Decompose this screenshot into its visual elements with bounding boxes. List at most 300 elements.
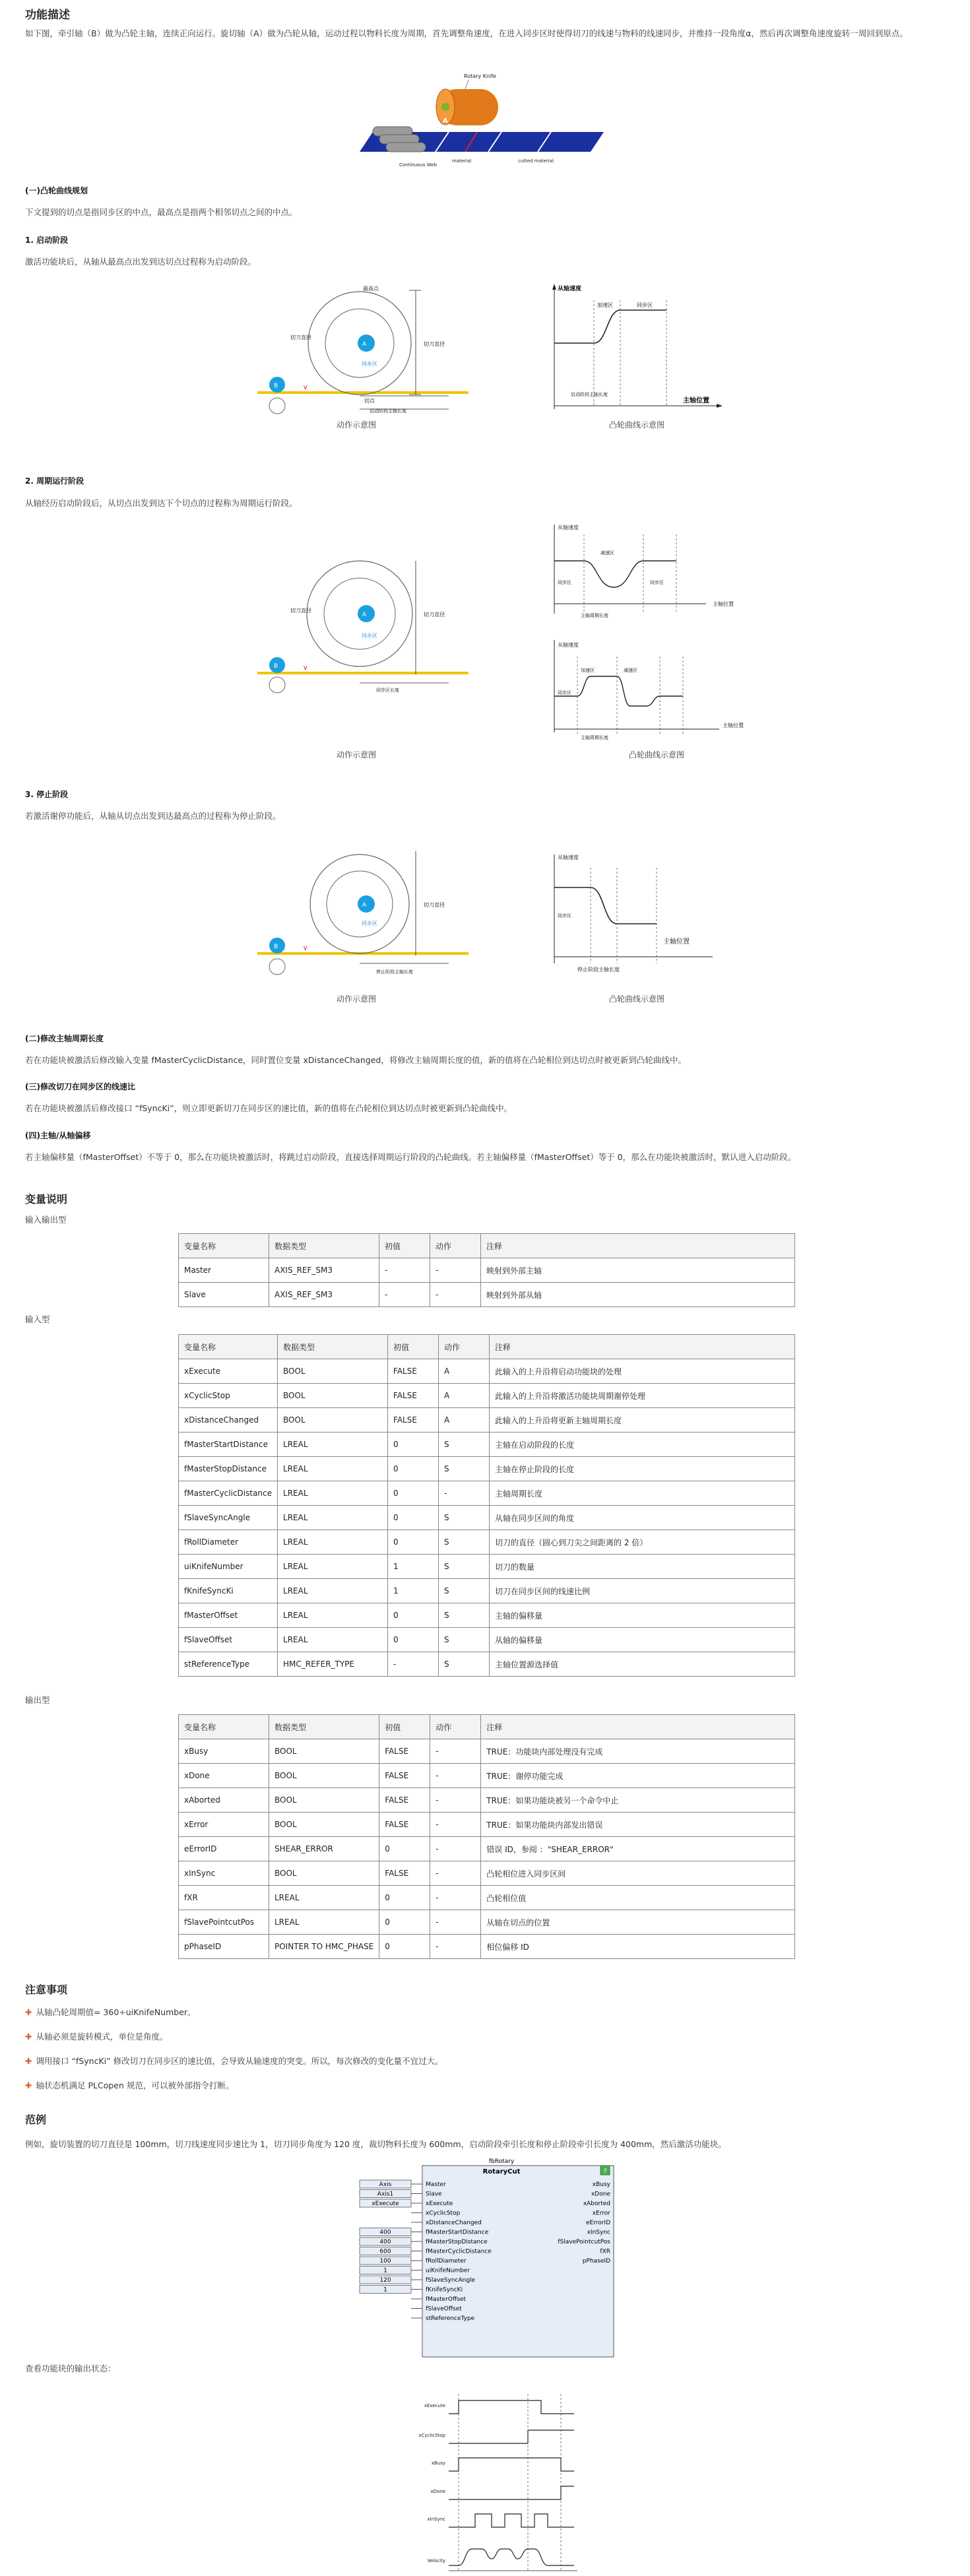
svg-text:主轴周期长度: 主轴周期长度 (581, 735, 608, 740)
table-cell: 切刀的数量 (490, 1555, 795, 1579)
table-cell: 主轴的偏移量 (490, 1603, 795, 1628)
phase3-motion-caption: 动作示意图 (336, 994, 376, 1004)
svg-text:B: B (274, 944, 278, 950)
table-row (179, 1628, 795, 1652)
table-cell: xAborted (179, 1788, 269, 1813)
svg-text:切刀直径: 切刀直径 (424, 341, 445, 347)
table-cell: 0 (388, 1433, 439, 1457)
table-cell: FALSE (379, 1764, 430, 1788)
phase2-motion-caption: 动作示意图 (336, 750, 376, 759)
table-cell: TRUE：如果功能块被另一个命令中止 (481, 1788, 795, 1813)
example-desc: 例如，旋切装置的切刀直径是 100mm，切刀线速度同步速比为 1，切刀同步角度为 120 度，裁切物料长度为 600mm，启动阶段牵引长度和停止阶段牵引长度为 400mm，然后激活功能块。 (25, 2139, 727, 2149)
fb-input-pin: fSlaveSyncAngle (426, 2277, 476, 2284)
table-cell: 从轴的偏移量 (490, 1628, 795, 1652)
phase1-desc: 激活功能块后，从轴从最高点出发到达切点过程称为启动阶段。 (25, 257, 257, 267)
table-cell: xInSync (179, 1861, 269, 1886)
plus-icon: ✚ (25, 2056, 32, 2066)
table-cell: 此输入的上升沿将启动功能块的处理 (490, 1359, 795, 1384)
svg-text:A: A (362, 612, 367, 618)
table-cell: POINTER TO HMC_PHASE (269, 1935, 379, 1959)
notes-list (25, 2006, 942, 2104)
table-cell: 从轴在同步区间的角度 (490, 1506, 795, 1530)
table-cell: BOOL (269, 1861, 379, 1886)
svg-text:同步区: 同步区 (558, 580, 571, 585)
fb-output-pin: eErrorID (585, 2220, 610, 2226)
svg-text:加速区: 加速区 (597, 302, 613, 308)
table-cell: LREAL (278, 1530, 388, 1555)
table-cell: xBusy (179, 1739, 269, 1764)
svg-text:同步区: 同步区 (650, 580, 664, 585)
table-cell: 0 (388, 1481, 439, 1506)
table-cell: A (439, 1359, 490, 1384)
table-cell: xExecute (179, 1359, 278, 1384)
svg-text:减速区: 减速区 (600, 550, 614, 556)
svg-text:从轴速度: 从轴速度 (558, 286, 582, 292)
list-item (25, 2030, 942, 2055)
svg-text:切刀直径: 切刀直径 (290, 608, 311, 614)
col-type: 数据类型 (269, 1715, 379, 1739)
input-label: 输入型 (25, 1314, 50, 1324)
table-cell: 此输入的上升沿将更新主轴周期长度 (490, 1408, 795, 1433)
table-row (179, 1283, 795, 1307)
table-cell: S (439, 1530, 490, 1555)
table-cell: LREAL (278, 1481, 388, 1506)
table-row (179, 1935, 795, 1959)
table-cell: - (430, 1861, 481, 1886)
fb-output-pin: pPhaseID (582, 2258, 610, 2265)
table-row (179, 1408, 795, 1433)
fb-input-value: 1 (383, 2286, 387, 2294)
table-cell: AXIS_REF_SM3 (269, 1258, 379, 1283)
fb-input-pin: fSlaveOffset (426, 2305, 462, 2313)
plus-icon: ✚ (25, 2007, 32, 2017)
phase3-desc: 若激活谢停功能后，从轴从切点出发到达最高点的过程称为停止阶段。 (25, 811, 281, 821)
fb-input-value: 120 (379, 2277, 391, 2284)
col-name: 变量名称 (179, 1335, 278, 1359)
svg-text:同步区: 同步区 (362, 633, 377, 639)
table-cell: S (439, 1579, 490, 1603)
table-row (179, 1910, 795, 1935)
table-cell: FALSE (379, 1861, 430, 1886)
svg-text:主轴位置: 主轴位置 (683, 397, 709, 404)
col-name: 变量名称 (179, 1234, 269, 1258)
col-type: 数据类型 (278, 1335, 388, 1359)
table-cell: FALSE (379, 1813, 430, 1837)
col-comment: 注释 (481, 1715, 795, 1739)
table-cell: fMasterStopDistance (179, 1457, 278, 1481)
table-row (179, 1555, 795, 1579)
table-cell: - (430, 1739, 481, 1764)
table-cell: 0 (388, 1530, 439, 1555)
fb-input-value: Axis (379, 2181, 392, 2188)
phase3-title: 3. 停止阶段 (25, 790, 69, 799)
table-row (179, 1603, 795, 1628)
table-cell: - (379, 1258, 430, 1283)
svg-text:主轴周期长度: 主轴周期长度 (581, 613, 608, 618)
svg-text:从轴速度: 从轴速度 (558, 642, 579, 648)
table-cell: 此输入的上升沿将激活功能块周期谢停处理 (490, 1384, 795, 1408)
note-text: 从轴凸轮周期值= 360÷uiKnifeNumber。 (36, 2007, 196, 2017)
table-cell: LREAL (278, 1555, 388, 1579)
table-cell: FALSE (388, 1384, 439, 1408)
fb-input-pin: fMasterStartDistance (426, 2229, 489, 2236)
table-cell: AXIS_REF_SM3 (269, 1283, 379, 1307)
note-text: 轴状态机满足 PLCopen 规范，可以被外部指令打断。 (36, 2080, 234, 2090)
col-action: 动作 (430, 1234, 481, 1258)
cam-planning-title: (一)凸轮曲线规划 (25, 186, 88, 195)
signal-label: xBusy (431, 2461, 445, 2466)
fb-input-pin: Slave (426, 2191, 442, 2198)
svg-text:切点: 切点 (364, 398, 375, 404)
table-cell: 1 (388, 1579, 439, 1603)
table-cell: 映射到外部主轴 (481, 1258, 795, 1283)
col-action: 动作 (439, 1335, 490, 1359)
offset-title: (四)主轴/从轴偏移 (25, 1131, 91, 1140)
table-row (179, 1764, 795, 1788)
col-init: 初值 (379, 1715, 430, 1739)
svg-text:V: V (304, 665, 307, 671)
table-row (179, 1384, 795, 1408)
svg-text:切刀直径: 切刀直径 (290, 335, 311, 340)
svg-text:启动阶段主轴长度: 启动阶段主轴长度 (370, 408, 406, 414)
table-cell: LREAL (278, 1603, 388, 1628)
inout-table (178, 1233, 795, 1307)
svg-text:从轴速度: 从轴速度 (558, 854, 579, 860)
signal-label: xCyclicStop (418, 2433, 445, 2438)
modify-cycle-desc: 若在功能块被激活后修改输入变量 fMasterCyclicDistance，同时置位变量 xDistanceChanged，将修改主轴周期长度的值，新的值将在凸轮相位到达切点时被更新到凸轮曲线中。 (25, 1055, 686, 1065)
fb-input-value: xExecute (372, 2201, 399, 2207)
col-comment: 注释 (481, 1234, 795, 1258)
table-cell: FALSE (379, 1739, 430, 1764)
fb-input-pin: fMasterOffset (426, 2296, 466, 2303)
table-cell: LREAL (278, 1457, 388, 1481)
table-cell: fKnifeSyncKi (179, 1579, 278, 1603)
section-title-notes: 注意事项 (25, 1983, 68, 1996)
label-material: material (452, 158, 472, 164)
col-init: 初值 (388, 1335, 439, 1359)
plus-icon: ✚ (25, 2080, 32, 2090)
fb-input-pin: xExecute (426, 2201, 453, 2207)
fb-input-pin: stReferenceType (426, 2315, 475, 2322)
col-comment: 注释 (490, 1335, 795, 1359)
fb-input-value: 400 (379, 2229, 391, 2236)
table-row (179, 1457, 795, 1481)
table-cell: BOOL (269, 1788, 379, 1813)
svg-text:同步区: 同步区 (558, 690, 571, 695)
table-cell: BOOL (269, 1739, 379, 1764)
table-cell: 相位偏移 ID (481, 1935, 795, 1959)
fb-output-pin: xBusy (592, 2181, 610, 2188)
table-row (179, 1837, 795, 1861)
modify-sync-title: (三)修改切刀在同步区的线速比 (25, 1082, 135, 1091)
fb-input-value: 600 (379, 2248, 391, 2255)
table-cell: fMasterStartDistance (179, 1433, 278, 1457)
table-row (179, 1258, 795, 1283)
modify-cycle-title: (二)修改主轴周期长度 (25, 1034, 104, 1043)
table-cell: xCyclicStop (179, 1384, 278, 1408)
col-type: 数据类型 (269, 1234, 379, 1258)
table-cell: SHEAR_ERROR (269, 1837, 379, 1861)
svg-text:B: B (274, 663, 278, 670)
note-text: 调用接口 “fSyncKi” 修改切刀在同步区的速比值，会导致从轴速度的突变。所以，每次修改的变化量不宜过大。 (36, 2056, 443, 2066)
section-title-example: 范例 (25, 2113, 47, 2126)
table-row (179, 1359, 795, 1384)
table-cell: - (430, 1813, 481, 1837)
table-cell: S (439, 1555, 490, 1579)
signal-label: xDone (430, 2489, 445, 2494)
label-continuous-web: Continuous Web (399, 162, 437, 168)
svg-text:同步区长度: 同步区长度 (376, 688, 399, 693)
svg-text:最高点: 最高点 (363, 286, 379, 292)
table-cell: 从轴在切点的位置 (481, 1910, 795, 1935)
fb-input-pin: xCyclicStop (426, 2210, 461, 2217)
fb-output-pin: xAborted (583, 2201, 610, 2207)
table-cell: FALSE (388, 1359, 439, 1384)
fb-output-pin: fXR (600, 2248, 610, 2255)
table-row (179, 1433, 795, 1457)
phase1-cam-curve (544, 280, 736, 416)
table-cell: S (439, 1457, 490, 1481)
table-cell: 凸轮相位进入同步区间 (481, 1861, 795, 1886)
table-header-row (179, 1234, 795, 1258)
phase1-cam-caption: 凸轮曲线示意图 (608, 420, 664, 430)
table-row (179, 1652, 795, 1677)
table-cell: FALSE (379, 1788, 430, 1813)
table-cell: 0 (388, 1603, 439, 1628)
fb-output-pin: xInSync (587, 2229, 610, 2236)
svg-text:切刀直径: 切刀直径 (424, 612, 445, 618)
signal-label: xExecute (424, 2403, 445, 2408)
table-cell: - (430, 1910, 481, 1935)
table-cell: - (430, 1283, 481, 1307)
fb-instance-name: fbRotary (488, 2158, 515, 2165)
table-cell: A (439, 1384, 490, 1408)
table-row (179, 1481, 795, 1506)
col-name: 变量名称 (179, 1715, 269, 1739)
table-cell: S (439, 1506, 490, 1530)
table-cell: - (430, 1258, 481, 1283)
section-title-variables: 变量说明 (25, 1193, 68, 1206)
intro-paragraph: 如下图，牵引轴（B）做为凸轮主轴，连续正向运行。旋切轴（A）做为凸轮从轴，运动过程以物料长度为周期，首先调整角速度，在进入同步区时使得切刀的线速与物料的线速同步，并维持一段角度α，然后再次调整角速度旋转一周回到原点。 (25, 28, 908, 38)
phase1-motion-diagram (251, 277, 475, 419)
fb-input-value: Axis1 (377, 2191, 394, 2198)
table-cell: - (430, 1837, 481, 1861)
fb-input-pin: fRollDiameter (426, 2258, 467, 2265)
table-cell: - (439, 1481, 490, 1506)
table-cell: BOOL (278, 1408, 388, 1433)
signal-label: xInSync (427, 2517, 445, 2522)
table-row (179, 1739, 795, 1764)
svg-text:切刀直径: 切刀直径 (424, 902, 445, 908)
table-cell: 0 (388, 1628, 439, 1652)
fb-input-value: 400 (379, 2239, 391, 2245)
table-cell: S (439, 1433, 490, 1457)
svg-text:V: V (304, 946, 307, 951)
table-cell: fSlavePointcutPos (179, 1910, 269, 1935)
table-row (179, 1861, 795, 1886)
fb-output-pin: fSlavePointcutPos (558, 2239, 610, 2245)
col-action: 动作 (430, 1715, 481, 1739)
table-cell: 0 (379, 1886, 430, 1910)
table-cell: LREAL (278, 1628, 388, 1652)
table-cell: 凸轮相位值 (481, 1886, 795, 1910)
phase3-cam-caption: 凸轮曲线示意图 (608, 994, 664, 1004)
fb-input-pin: fMasterCyclicDistance (426, 2248, 492, 2255)
table-cell: - (430, 1935, 481, 1959)
output-label: 输出型 (25, 1695, 50, 1705)
svg-text:A: A (362, 902, 367, 909)
label-axis-a: A (443, 117, 448, 125)
svg-text:停止阶段主轴长度: 停止阶段主轴长度 (376, 969, 413, 975)
table-cell: 主轴在停止阶段的长度 (490, 1457, 795, 1481)
table-cell: - (430, 1886, 481, 1910)
table-cell: - (430, 1764, 481, 1788)
table-cell: 映射到外部从轴 (481, 1283, 795, 1307)
fb-input-pin: uiKnifeNumber (426, 2267, 470, 2274)
phase3-cam-curve (544, 851, 736, 977)
fb-input-pin: xDistanceChanged (426, 2220, 482, 2226)
fb-type-name: RotaryCut (482, 2168, 521, 2175)
label-cutted-material: cutted material (518, 158, 554, 164)
table-cell: BOOL (269, 1813, 379, 1837)
table-cell: S (439, 1603, 490, 1628)
table-row (179, 1886, 795, 1910)
phase1-title: 1. 启动阶段 (25, 236, 69, 245)
table-cell: pPhaseID (179, 1935, 269, 1959)
fb-output-pin: xDone (591, 2191, 610, 2198)
table-cell: 0 (388, 1457, 439, 1481)
list-item (25, 2055, 942, 2079)
table-row (179, 1530, 795, 1555)
table-cell: stReferenceType (179, 1652, 278, 1677)
table-cell: fXR (179, 1886, 269, 1910)
timing-diagram (409, 2387, 581, 2573)
label-rotary-knife: Rotary Knife (464, 73, 496, 79)
table-cell: LREAL (269, 1886, 379, 1910)
table-cell: Slave (179, 1283, 269, 1307)
table-row (179, 1506, 795, 1530)
svg-text:A: A (362, 341, 367, 348)
phase1-motion-caption: 动作示意图 (336, 420, 376, 430)
svg-text:同步区: 同步区 (558, 913, 571, 918)
inout-label: 输入输出型 (25, 1215, 67, 1225)
svg-text:同步区: 同步区 (637, 302, 653, 308)
svg-text:V: V (304, 385, 307, 391)
fb-input-value: 100 (379, 2258, 391, 2265)
svg-text:主轴位置: 主轴位置 (663, 938, 690, 946)
table-header-row (179, 1335, 795, 1359)
table-cell: A (439, 1408, 490, 1433)
table-row (179, 1579, 795, 1603)
input-table (178, 1334, 795, 1677)
table-cell: - (430, 1788, 481, 1813)
cam-planning-desc: 下文提到的切点是指同步区的中点，最高点是指两个相邻切点之间的中点。 (25, 207, 298, 217)
plus-icon: ✚ (25, 2032, 32, 2042)
fb-input-pin: fMasterStopDistance (426, 2239, 488, 2245)
table-cell: S (439, 1628, 490, 1652)
table-cell: fSlaveSyncAngle (179, 1506, 278, 1530)
table-cell: HMC_REFER_TYPE (278, 1652, 388, 1677)
section-title-function: 功能描述 (25, 9, 70, 22)
table-cell: xError (179, 1813, 269, 1837)
table-row (179, 1813, 795, 1837)
rotary-cut-overview-figure (360, 66, 610, 175)
table-cell: 切刀在同步区间的线速比例 (490, 1579, 795, 1603)
svg-text:B: B (274, 383, 278, 389)
table-cell: TRUE：谢停功能完成 (481, 1764, 795, 1788)
phase3-motion-diagram (251, 838, 475, 980)
table-cell: FALSE (388, 1408, 439, 1433)
table-cell: fMasterOffset (179, 1603, 278, 1628)
table-cell: BOOL (278, 1384, 388, 1408)
modify-sync-desc: 若在功能块被激活后修改接口 “fSyncKi”，则立即更新切刀在同步区的速比值，新的值将在凸轮相位到达切点时被更新到凸轮曲线中。 (25, 1103, 513, 1113)
svg-text:主轴位置: 主轴位置 (723, 723, 744, 728)
table-cell: fMasterCyclicDistance (179, 1481, 278, 1506)
table-cell: BOOL (269, 1764, 379, 1788)
table-cell: 1 (388, 1555, 439, 1579)
note-text: 从轴必须是旋转模式，单位是角度。 (36, 2032, 168, 2042)
svg-text:停止阶段主轴长度: 停止阶段主轴长度 (577, 967, 620, 973)
list-item (25, 2006, 942, 2030)
signal-label: Velocity (427, 2558, 445, 2563)
svg-text:加速区: 加速区 (581, 668, 595, 673)
svg-text:同步区: 同步区 (362, 920, 377, 926)
table-cell: S (439, 1652, 490, 1677)
table-cell: - (388, 1652, 439, 1677)
table-cell: 0 (379, 1935, 430, 1959)
table-cell: fRollDiameter (179, 1530, 278, 1555)
table-cell: eErrorID (179, 1837, 269, 1861)
table-cell: 0 (388, 1506, 439, 1530)
table-cell: Master (179, 1258, 269, 1283)
table-cell: uiKnifeNumber (179, 1555, 278, 1579)
table-cell: fSlaveOffset (179, 1628, 278, 1652)
phase2-desc: 从轴经历启动阶段后，从切点出发到达下个切点的过程称为周期运行阶段。 (25, 498, 298, 508)
table-cell: LREAL (278, 1433, 388, 1457)
table-cell: TRUE：功能块内部处理没有完成 (481, 1739, 795, 1764)
svg-text:启动阶段主轴长度: 启动阶段主轴长度 (571, 392, 608, 397)
table-cell: LREAL (278, 1579, 388, 1603)
phase2-motion-diagram (251, 548, 475, 696)
svg-text:减速区: 减速区 (624, 668, 637, 673)
svg-text:同步区: 同步区 (362, 361, 377, 367)
table-cell: xDone (179, 1764, 269, 1788)
phase2-title: 2. 周期运行阶段 (25, 476, 84, 486)
table-row (179, 1788, 795, 1813)
col-init: 初值 (379, 1234, 430, 1258)
fb-output-pin: xError (592, 2210, 610, 2217)
table-cell: - (379, 1283, 430, 1307)
function-block-diagram (353, 2156, 617, 2361)
fb-status-flag: ? (603, 2168, 607, 2175)
table-cell: BOOL (278, 1359, 388, 1384)
table-cell: 0 (379, 1910, 430, 1935)
table-cell: TRUE：如果功能块内部发出错误 (481, 1813, 795, 1837)
svg-text:主轴位置: 主轴位置 (713, 601, 734, 607)
table-cell: 0 (379, 1837, 430, 1861)
fb-input-value: 1 (383, 2267, 387, 2274)
phase2-cam-caption: 凸轮曲线示意图 (628, 750, 684, 759)
table-cell: LREAL (269, 1910, 379, 1935)
view-output-desc: 查看功能块的输出状态： (25, 2364, 116, 2373)
table-header-row (179, 1715, 795, 1739)
svg-text:从轴速度: 从轴速度 (558, 525, 579, 531)
table-cell: 切刀的直径（圆心到刀尖之间距离的 2 倍） (490, 1530, 795, 1555)
table-cell: 主轴在启动阶段的长度 (490, 1433, 795, 1457)
table-cell: 错误 ID，参阅 ："SHEAR_ERROR" (481, 1837, 795, 1861)
table-cell: 主轴周期长度 (490, 1481, 795, 1506)
list-item (25, 2079, 942, 2104)
